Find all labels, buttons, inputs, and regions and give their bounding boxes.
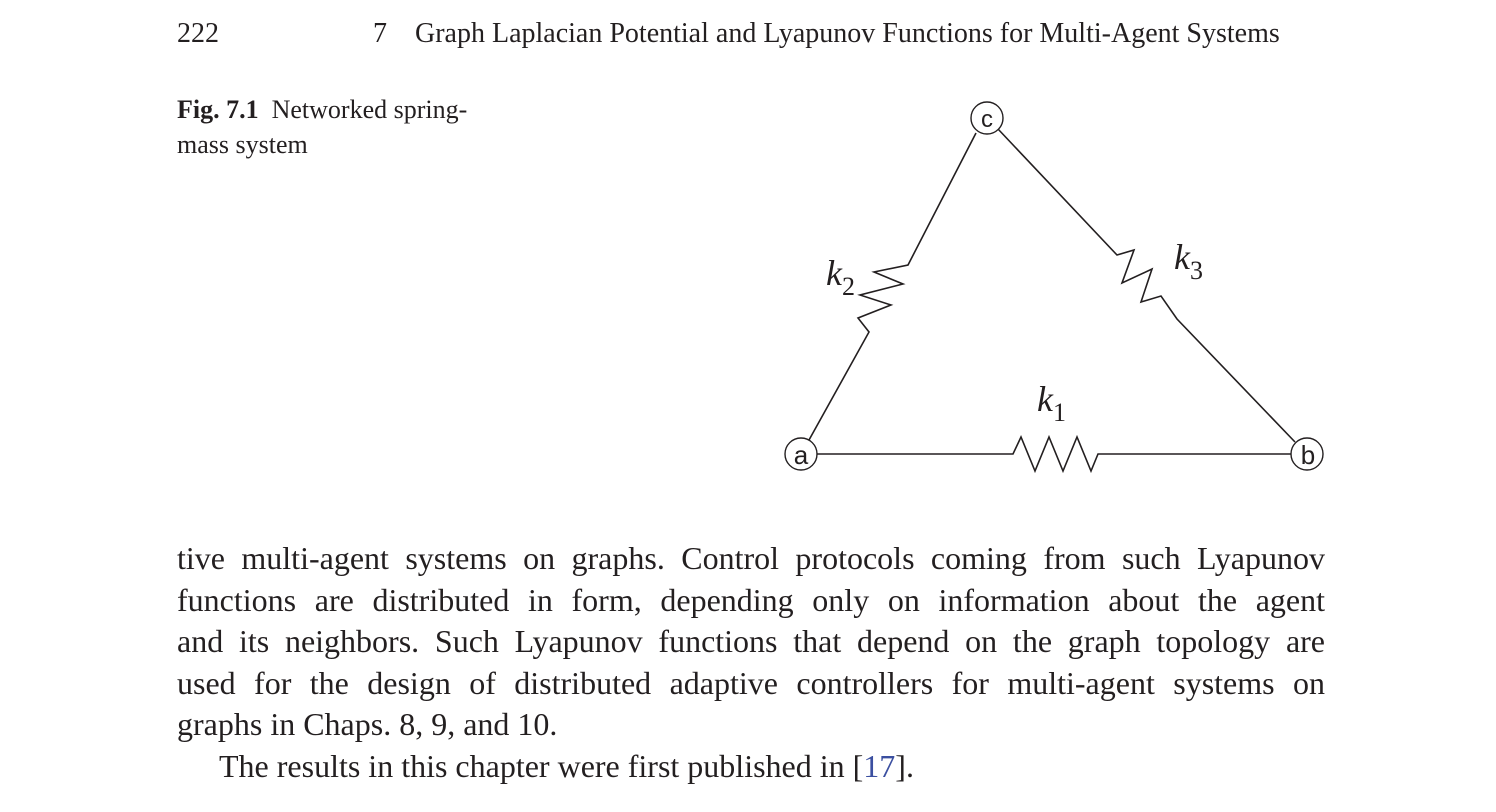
final-paragraph-end: ]. [895,747,914,784]
final-paragraph [177,746,1325,788]
node-b-label: b [1300,440,1316,470]
label-k1: $k_1$ [1037,379,1066,427]
node-a-label: a [793,440,809,470]
citation-link[interactable]: 17 [863,747,896,784]
body-line: tive multi-agent systems on graphs. Control protocols coming from such Lyapunov [177,540,1325,576]
body-line: graphs in Chaps. 8, 9, and 10. [177,706,558,742]
chapter-title: Graph Laplacian Potential and Lyapunov Functions for Multi-Agent Systems [415,18,1280,49]
final-paragraph-text: The results in this chapter were first published in [ [219,747,864,784]
page-number: 222 [177,18,219,49]
body-line: functions are distributed in form, depending only on information about the agent [177,581,1325,618]
caption-line-2: mass system [177,130,308,159]
node-c-label: c [981,106,993,133]
node-b [1291,438,1323,470]
chapter-number: 7 [373,18,387,49]
label-k3: $k_3$ [1174,237,1203,285]
spring-k1 [817,437,1291,471]
figure-label: Fig. 7.1 [177,95,259,124]
node-c [971,102,1003,134]
body-line: and its neighbors. Such Lyapunov functions that depend on the graph topology are [177,623,1325,659]
label-k2: $k_2$ [826,253,855,301]
body-paragraph [177,538,1325,787]
node-a [785,438,817,470]
body-line: used for the design of distributed adaptive controllers for multi-agent systems on [177,664,1325,701]
caption-line-1: Networked spring- [271,95,468,124]
